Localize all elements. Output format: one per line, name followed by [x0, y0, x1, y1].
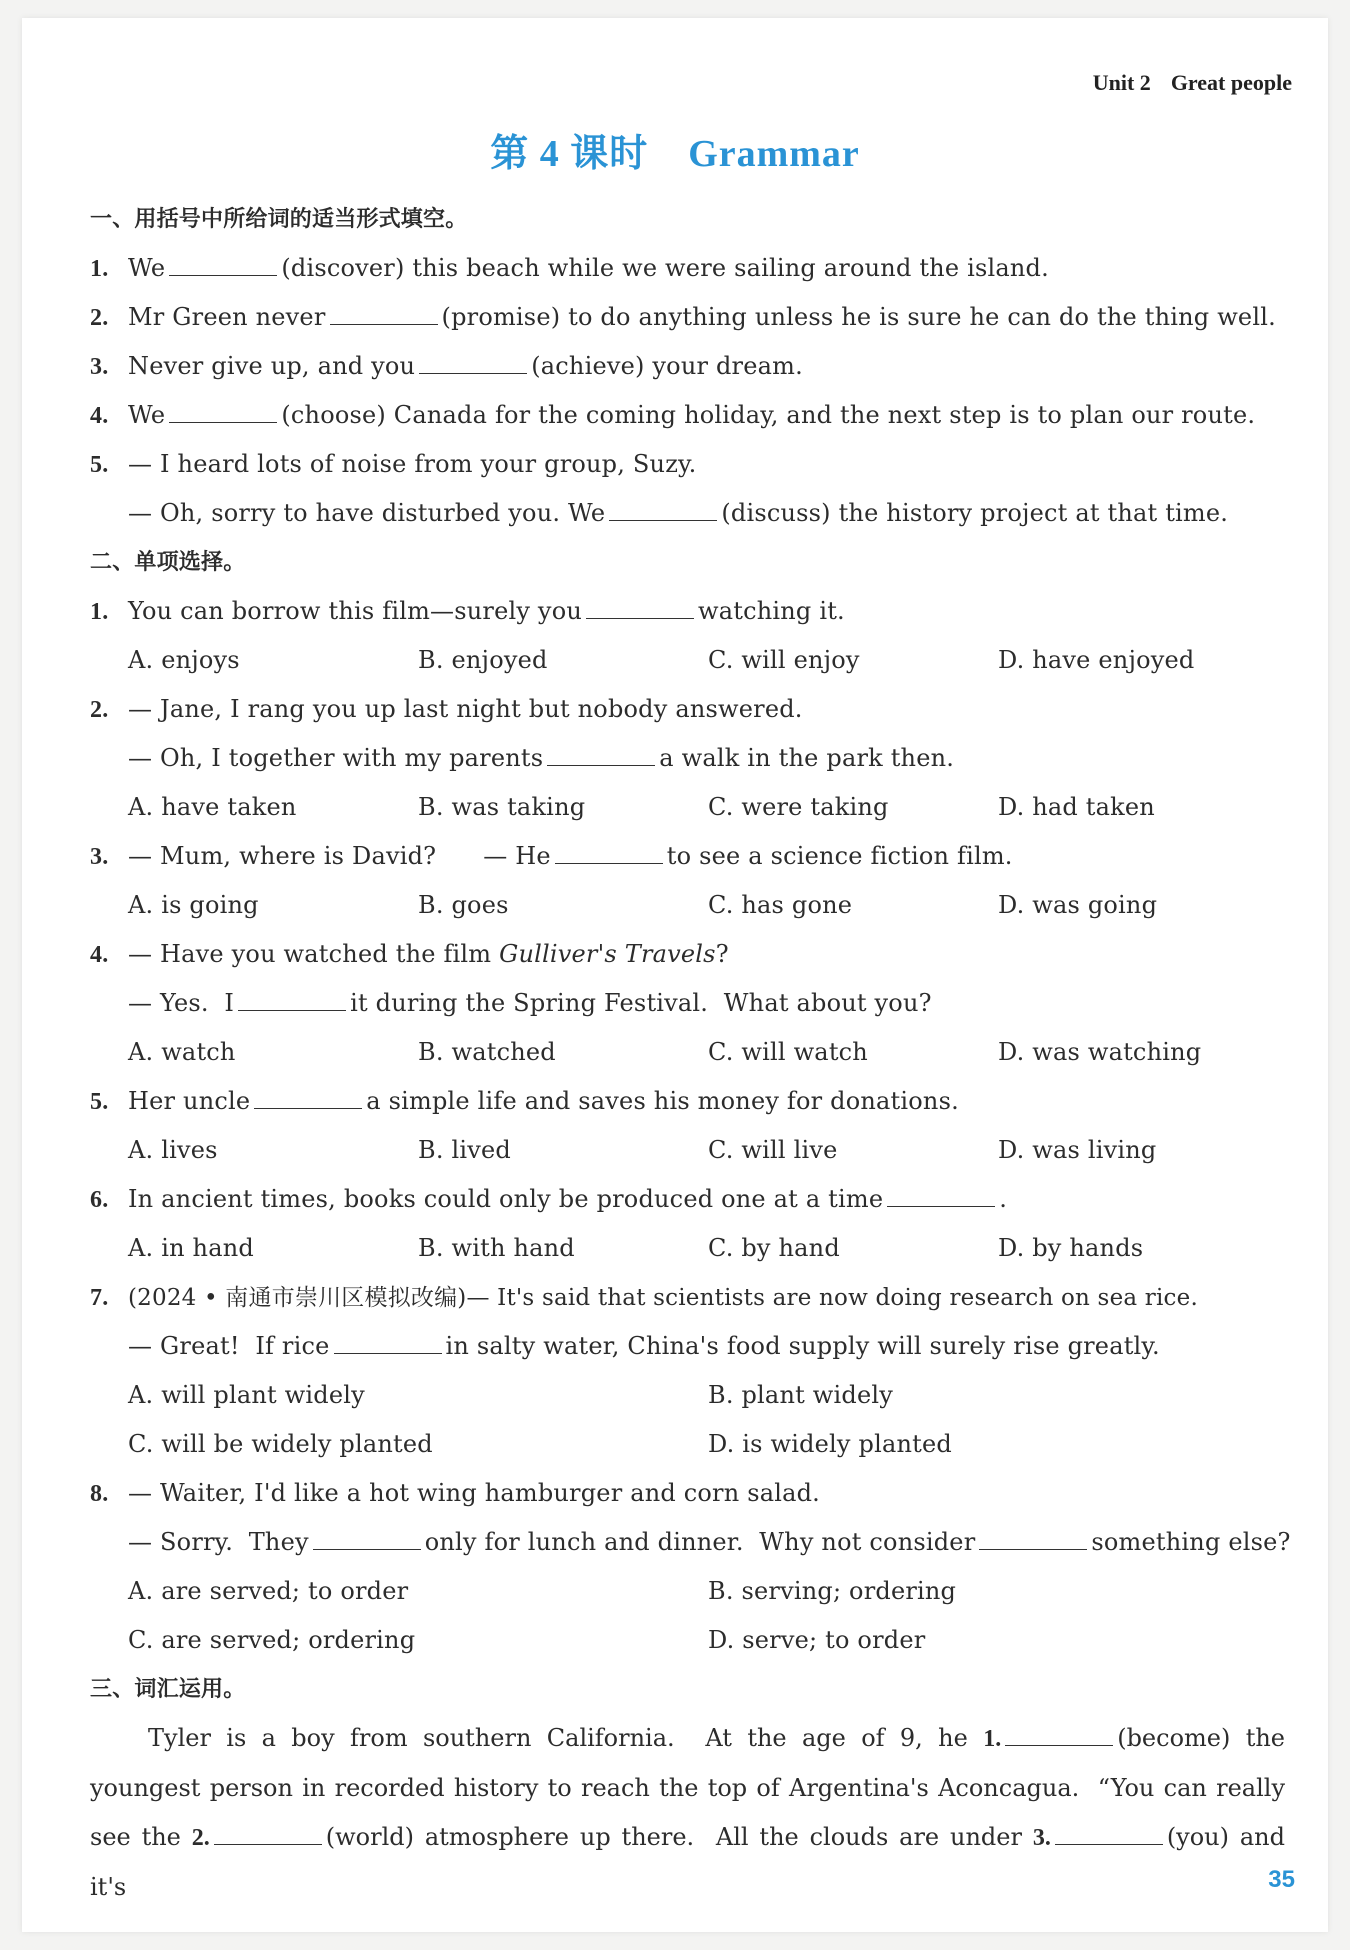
answer-blank[interactable]	[334, 1331, 442, 1354]
running-header	[1093, 70, 1292, 96]
s2-q8-options-cd	[90, 1616, 1285, 1665]
s2-q2-options	[90, 783, 1285, 832]
question-number: 3.	[90, 354, 109, 380]
option-c[interactable]: C. were taking	[708, 793, 889, 821]
question-text: it during the Spring Festival. What about you?	[350, 989, 932, 1017]
question-text: — Jane, I rang you up last night but nobody answered.	[128, 695, 803, 723]
s1-question-3	[90, 342, 1285, 391]
question-number: 4.	[90, 942, 109, 968]
s2-question-4	[90, 930, 1285, 979]
option-c[interactable]: C. has gone	[708, 891, 853, 919]
header-unit: Unit 2	[1092, 70, 1151, 95]
answer-blank[interactable]	[1005, 1723, 1113, 1746]
question-number: 6.	[90, 1187, 109, 1213]
option-c[interactable]: C. by hand	[708, 1234, 840, 1262]
question-text: — Oh, I together with my parents	[128, 744, 544, 772]
s2-question-2	[90, 685, 1285, 734]
option-c[interactable]: C. are served; ordering	[128, 1626, 416, 1654]
option-a[interactable]: A. in hand	[128, 1234, 254, 1262]
s2-question-2-reply	[90, 734, 1285, 783]
answer-blank[interactable]	[586, 596, 694, 619]
blank-number: 3.	[1032, 1825, 1051, 1851]
blank-number: 1.	[983, 1726, 1002, 1752]
question-text: (choose) Canada for the coming holiday, and the next step is to plan our route.	[281, 401, 1256, 429]
s2-q6-options	[90, 1224, 1285, 1273]
question-text: Her uncle	[128, 1087, 251, 1115]
question-text: In ancient times, books could only be produced one at a time	[128, 1185, 884, 1213]
question-text: Never give up, and you	[128, 352, 416, 380]
question-number: 2.	[90, 697, 109, 723]
s2-question-7-reply	[90, 1322, 1285, 1371]
answer-blank[interactable]	[1055, 1822, 1163, 1845]
question-text: a walk in the park then.	[659, 744, 955, 772]
answer-blank[interactable]	[169, 253, 277, 276]
title-lesson: 第 4 课时	[490, 133, 649, 175]
question-text: — Oh, sorry to have disturbed you. We	[128, 499, 606, 527]
s1-question-5	[90, 440, 1285, 489]
option-b[interactable]: B. was taking	[418, 793, 586, 821]
s2-q4-options	[90, 1028, 1285, 1077]
s2-question-8-reply	[90, 1518, 1291, 1567]
blank-number: 2.	[191, 1825, 210, 1851]
s2-question-4-reply	[90, 979, 1285, 1028]
option-a[interactable]: A. enjoys	[128, 646, 240, 674]
s2-q1-options	[90, 636, 1285, 685]
question-number: 5.	[90, 452, 109, 478]
option-d[interactable]: D. was going	[998, 891, 1158, 919]
question-text: a simple life and saves his money for donations.	[366, 1087, 959, 1115]
s1-question-2	[90, 293, 1285, 342]
question-text: (2024 • 南通市崇川区模拟改编)— It's said that scientists are now doing research on sea rice.	[128, 1285, 1198, 1311]
answer-blank[interactable]	[254, 1086, 362, 1109]
question-number: 8.	[90, 1481, 109, 1507]
s2-question-5	[90, 1077, 1285, 1126]
question-text: Mr Green never	[128, 303, 326, 331]
page-title	[0, 122, 1350, 177]
option-b[interactable]: B. plant widely	[708, 1381, 893, 1409]
passage-text: (you) and it's	[90, 1823, 1285, 1901]
question-number: 5.	[90, 1089, 109, 1115]
s2-question-1	[90, 587, 1285, 636]
answer-blank[interactable]	[547, 743, 655, 766]
s2-q3-options	[90, 881, 1285, 930]
question-text: You can borrow this film—surely you	[128, 597, 582, 625]
answer-blank[interactable]	[238, 988, 346, 1011]
question-number: 1.	[90, 256, 109, 282]
option-a[interactable]: A. is going	[128, 891, 259, 919]
question-text: (promise) to do anything unless he is sure he can do the thing well.	[441, 303, 1276, 331]
option-c[interactable]: C. will live	[708, 1136, 838, 1164]
option-a[interactable]: A. have taken	[128, 793, 297, 821]
question-number: 4.	[90, 403, 109, 429]
passage-text: (become) the youngest person in recorded history to reach the top of Argentina's Aconcagua. “You can really see the	[90, 1724, 1293, 1851]
question-number: 2.	[90, 305, 109, 331]
question-text: — Have you watched the film	[128, 940, 500, 968]
option-c[interactable]: C. will be widely planted	[128, 1430, 433, 1458]
answer-blank[interactable]	[330, 302, 438, 325]
page-number: 35	[1268, 1866, 1295, 1893]
film-title: Gulliver's Travels	[499, 940, 716, 968]
question-text: — Mum, where is David? — He	[128, 842, 551, 870]
option-b[interactable]: B. with hand	[418, 1234, 575, 1262]
option-c[interactable]: C. will watch	[708, 1038, 868, 1066]
question-text: We	[128, 254, 166, 282]
answer-blank[interactable]	[313, 1527, 421, 1550]
s2-question-8	[90, 1469, 1285, 1518]
option-a[interactable]: A. are served; to order	[128, 1577, 409, 1605]
question-text: only for lunch and dinner. Why not consider	[424, 1528, 976, 1556]
option-d[interactable]: D. had taken	[998, 793, 1155, 821]
question-text: — Yes. I	[128, 989, 235, 1017]
answer-blank[interactable]	[609, 498, 717, 521]
option-a[interactable]: A. watch	[128, 1038, 236, 1066]
question-text: something else?	[1091, 1528, 1291, 1556]
option-a[interactable]: A. lives	[128, 1136, 218, 1164]
section3-heading: 三、词汇运用。	[90, 1677, 246, 1702]
question-text: — Waiter, I'd like a hot wing hamburger and corn salad.	[128, 1479, 821, 1507]
question-number: 7.	[90, 1285, 109, 1311]
s1-question-1	[90, 244, 1285, 293]
title-grammar: Grammar	[688, 133, 860, 175]
worksheet-content	[90, 195, 1293, 1912]
question-text: We	[128, 401, 166, 429]
section1-heading: 一、用括号中所给词的适当形式填空。	[90, 207, 468, 232]
answer-blank[interactable]	[887, 1184, 995, 1207]
s2-question-3	[90, 832, 1285, 881]
question-text: (discuss) the history project at that time.	[721, 499, 1229, 527]
option-d[interactable]: D. was watching	[998, 1038, 1202, 1066]
s1-question-5-reply	[90, 489, 1285, 538]
question-text: in salty water, China's food supply will surely rise greatly.	[445, 1332, 1160, 1360]
question-text: to see a science fiction film.	[666, 842, 1013, 870]
option-b[interactable]: B. enjoyed	[418, 646, 548, 674]
question-text: .	[999, 1185, 1008, 1213]
s2-q8-options-ab	[90, 1567, 1285, 1616]
option-d[interactable]: D. serve; to order	[708, 1626, 926, 1654]
answer-blank[interactable]	[169, 400, 277, 423]
option-b[interactable]: B. lived	[418, 1136, 511, 1164]
option-b[interactable]: B. serving; ordering	[708, 1577, 957, 1605]
answer-blank[interactable]	[214, 1822, 322, 1845]
question-text: — I heard lots of noise from your group, Suzy.	[128, 450, 697, 478]
option-c[interactable]: C. will enjoy	[708, 646, 860, 674]
passage-text: (world) atmosphere up there. All the clouds are under	[325, 1823, 1033, 1851]
option-d[interactable]: D. was living	[998, 1136, 1157, 1164]
question-text: (achieve) your dream.	[531, 352, 803, 380]
answer-blank[interactable]	[979, 1527, 1087, 1550]
question-number: 1.	[90, 599, 109, 625]
answer-blank[interactable]	[555, 841, 663, 864]
section2-heading: 二、单项选择。	[90, 550, 246, 575]
option-d[interactable]: D. by hands	[998, 1234, 1144, 1262]
s2-q7-options-cd	[90, 1420, 1285, 1469]
question-text: (discover) this beach while we were sailing around the island.	[281, 254, 1049, 282]
s2-q5-options	[90, 1126, 1285, 1175]
question-text: — Sorry. They	[128, 1528, 309, 1556]
s2-q7-options-ab	[90, 1371, 1285, 1420]
answer-blank[interactable]	[419, 351, 527, 374]
s2-question-6	[90, 1175, 1285, 1224]
option-b[interactable]: B. watched	[418, 1038, 556, 1066]
passage-text: Tyler is a boy from southern California. At the age of 9, he	[148, 1724, 984, 1752]
option-a[interactable]: A. will plant widely	[128, 1381, 365, 1409]
option-d[interactable]: D. is widely planted	[708, 1430, 952, 1458]
header-topic: Great people	[1170, 70, 1292, 95]
s2-question-7	[90, 1273, 1285, 1322]
question-text: — Great! If rice	[128, 1332, 330, 1360]
question-text: ?	[715, 940, 729, 968]
option-b[interactable]: B. goes	[418, 891, 509, 919]
option-d[interactable]: D. have enjoyed	[998, 646, 1195, 674]
s1-question-4	[90, 391, 1285, 440]
vocab-passage	[90, 1714, 1293, 1912]
question-number: 3.	[90, 844, 109, 870]
question-text: watching it.	[698, 597, 845, 625]
